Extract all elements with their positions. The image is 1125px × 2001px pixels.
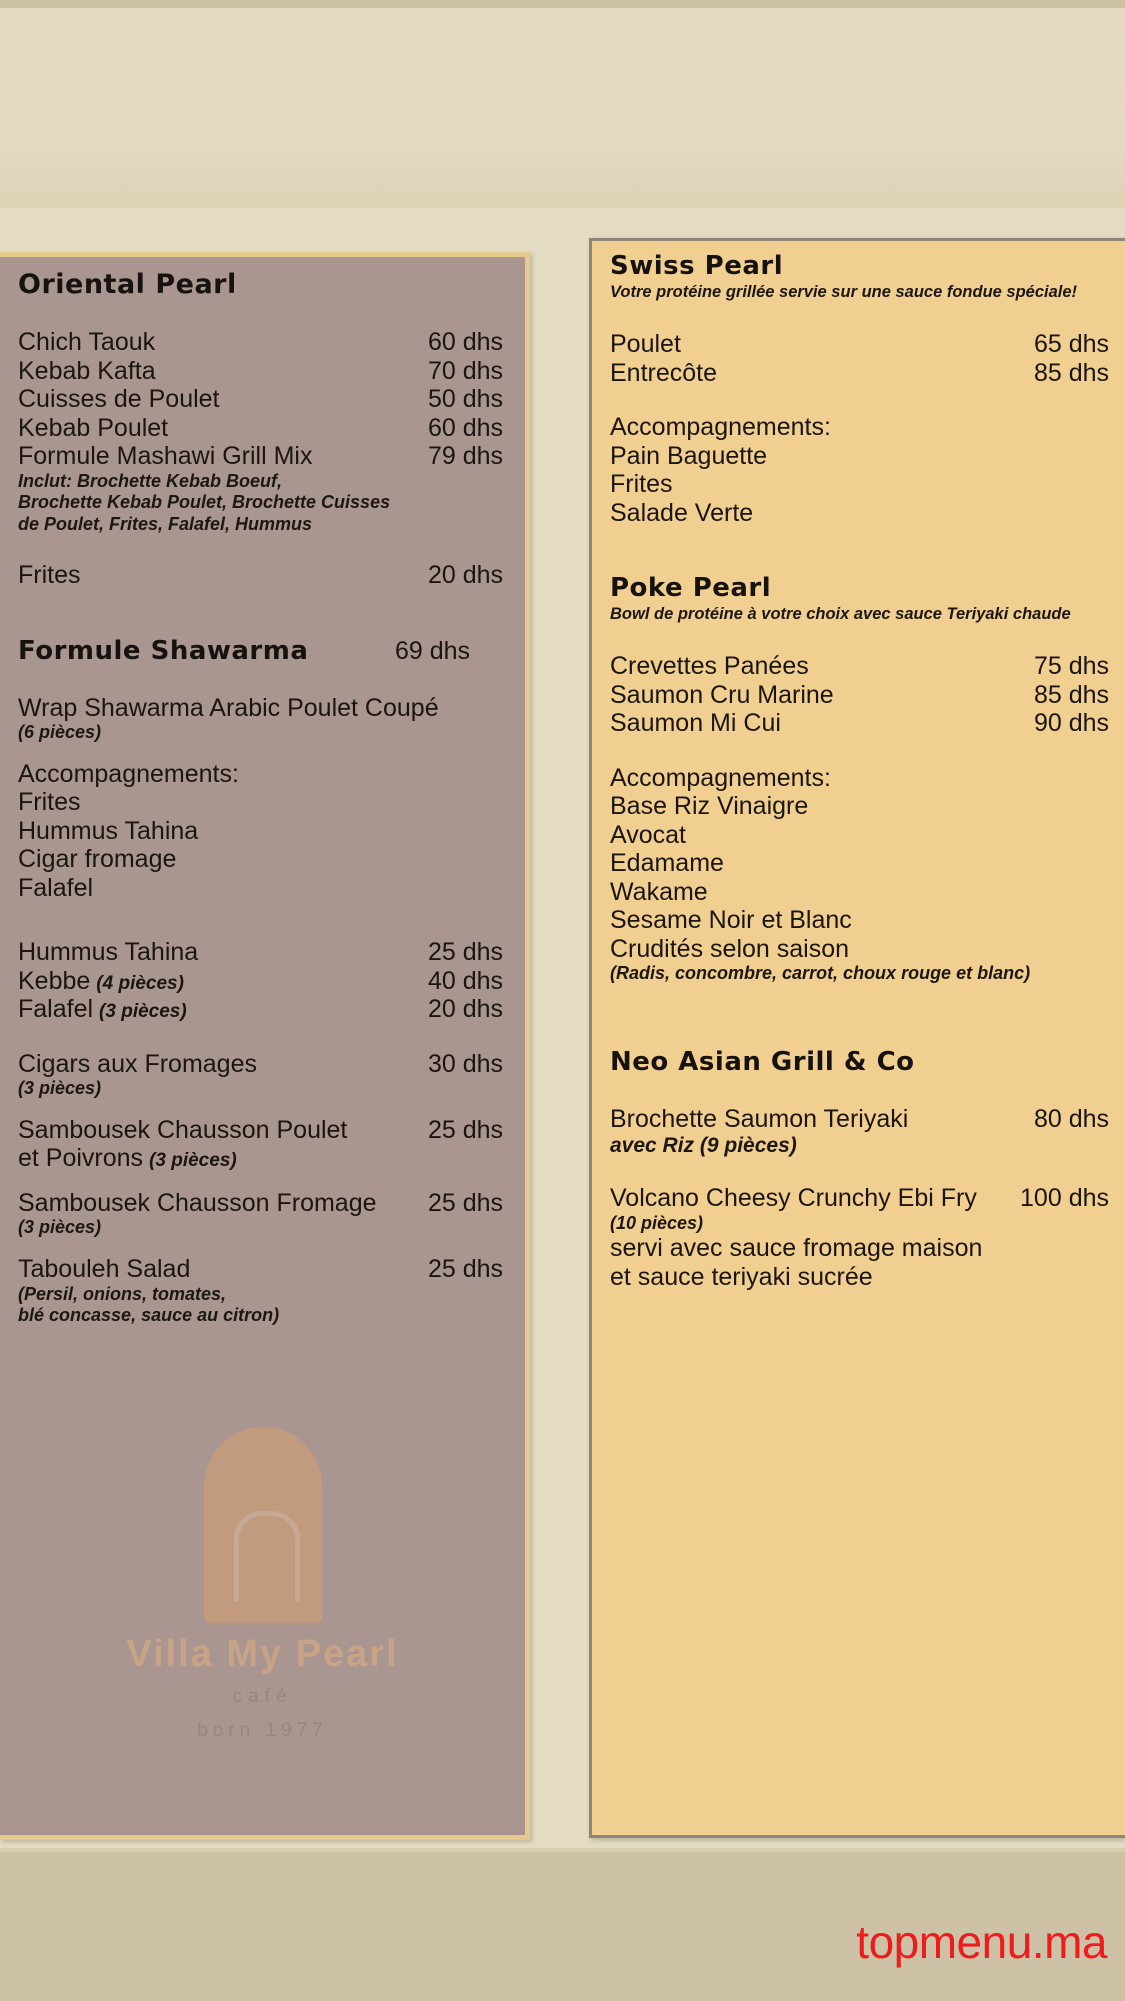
- menu-item-row: [610, 330, 1109, 359]
- menu-item-name: Entrecôte: [610, 358, 718, 387]
- section-header-formule-shawarma: [18, 636, 503, 668]
- brand-watermark-cafe: café: [232, 1686, 293, 1707]
- menu-item-price: 25 dhs: [427, 938, 503, 967]
- menu-item-note: avec Riz (9 pièces): [610, 1134, 797, 1158]
- menu-item-price: 20 dhs: [427, 561, 503, 590]
- menu-item-price: 25 dhs: [427, 1188, 503, 1217]
- menu-item-name: Crevettes Panées: [610, 652, 809, 680]
- menu-item-description: servi avec sauce fromage maison: [610, 1234, 983, 1263]
- menu-item-price: 70 dhs: [427, 356, 503, 385]
- accompaniment-item: Salade Verte: [610, 498, 754, 527]
- menu-item-row: [18, 561, 503, 590]
- accompaniment-item: Cigar fromage: [18, 845, 177, 874]
- accompaniment-item: Base Riz Vinaigre: [610, 792, 809, 820]
- menu-item-row: [18, 414, 503, 443]
- menu-item-row: [610, 652, 1109, 681]
- menu-item-name: Kebab Poulet: [18, 413, 169, 442]
- accompaniment-item: Hummus Tahina: [18, 816, 199, 845]
- menu-item-note: Brochette Kebab Poulet, Brochette Cuisses: [18, 492, 391, 513]
- menu-item-name-line2: et Poivrons (3 pièces): [18, 1144, 237, 1173]
- menu-panel-left: [0, 252, 530, 1840]
- menu-item-note: de Poulet, Frites, Falafel, Hummus: [18, 513, 313, 534]
- menu-item-row: [610, 1184, 1109, 1213]
- menu-item-name: Sambousek Chausson Fromage: [18, 1188, 377, 1217]
- brand-watermark: [0, 1427, 525, 1742]
- menu-item-name: Hummus Tahina: [18, 938, 199, 967]
- section-title-oriental-pearl: Oriental Pearl: [18, 269, 237, 300]
- accompaniments-label: Accompagnements:: [610, 413, 831, 441]
- menu-item-price: 65 dhs: [1033, 330, 1109, 358]
- menu-item-name: Falafel (3 pièces): [18, 995, 187, 1024]
- page-top-band: [0, 8, 1125, 208]
- brand-watermark-born: born 1977: [197, 1720, 328, 1741]
- accompaniments-label: Accompagnements:: [18, 759, 239, 788]
- left-panel-content: [18, 269, 503, 1327]
- menu-item-price: 25 dhs: [427, 1115, 503, 1144]
- accompaniment-item: Falafel: [18, 873, 94, 902]
- menu-item-row: [18, 328, 503, 357]
- menu-item-description: et sauce teriyaki sucrée: [610, 1262, 873, 1291]
- accompaniment-item: Edamame: [610, 849, 724, 877]
- page-bottom-divider: [0, 1848, 1125, 1852]
- menu-item-row: [18, 442, 503, 471]
- menu-item-name: Frites: [18, 561, 81, 590]
- menu-item-price: 25 dhs: [427, 1255, 503, 1284]
- menu-item-quantity: (3 pièces): [149, 1150, 237, 1172]
- menu-item-row: [18, 938, 503, 967]
- page-top-strip: [0, 0, 1125, 8]
- menu-item-price: 60 dhs: [427, 328, 503, 356]
- section-subtitle-swiss-pearl: Votre protéine grillée servie sur une sauce fondue spéciale!: [610, 283, 1078, 301]
- menu-item-name: Poulet: [610, 330, 681, 358]
- menu-panel-right: [589, 238, 1125, 1838]
- menu-item-name: Kebbe (4 pièces): [18, 966, 184, 995]
- accompaniments-note: (Radis, concombre, carrot, choux rouge et blanc): [610, 963, 1031, 983]
- menu-item-price: 85 dhs: [1033, 680, 1109, 709]
- menu-item-price: 30 dhs: [427, 1049, 503, 1078]
- menu-item-row: [18, 357, 503, 386]
- section-description-note: (6 pièces): [18, 722, 102, 743]
- menu-item-price: 60 dhs: [427, 413, 503, 442]
- menu-item-name: Volcano Cheesy Crunchy Ebi Fry: [610, 1184, 977, 1213]
- menu-item-row: [18, 1255, 503, 1284]
- menu-item-quantity: (3 pièces): [99, 1001, 187, 1023]
- menu-item-name: Cuisses de Poulet: [18, 385, 220, 413]
- section-title-formule-shawarma: Formule Shawarma: [18, 635, 309, 666]
- accompaniment-item: Avocat: [610, 820, 686, 849]
- menu-item-row: [610, 1105, 1109, 1134]
- accompaniment-item: Crudités selon saison: [610, 934, 850, 963]
- menu-item-name: Brochette Saumon Teriyaki: [610, 1104, 909, 1133]
- menu-item-price: 20 dhs: [427, 995, 503, 1024]
- menu-item-price: 40 dhs: [427, 966, 503, 995]
- menu-item-row: [18, 1116, 503, 1145]
- menu-item-name: Chich Taouk: [18, 328, 156, 356]
- menu-item-price: 50 dhs: [427, 385, 503, 413]
- menu-item-name: Sambousek Chausson Poulet: [18, 1115, 348, 1144]
- menu-item-price: 80 dhs: [1033, 1104, 1109, 1133]
- menu-item-row: [610, 709, 1109, 738]
- menu-item-name: Saumon Mi Cui: [610, 709, 781, 737]
- menu-item-row: [18, 1189, 503, 1218]
- menu-item-row: [18, 995, 503, 1024]
- menu-item-price: 90 dhs: [1033, 709, 1109, 737]
- accompaniment-item: Frites: [18, 788, 81, 817]
- menu-item-row: [18, 1050, 503, 1079]
- right-panel-content: [610, 251, 1109, 1291]
- menu-item-note: Inclut: Brochette Kebab Boeuf,: [18, 470, 283, 491]
- section-title-poke-pearl: Poke Pearl: [610, 573, 772, 603]
- menu-item-row: [610, 359, 1109, 388]
- menu-item-name: Kebab Kafta: [18, 356, 156, 385]
- menu-item-name: Formule Mashawi Grill Mix: [18, 442, 313, 470]
- menu-item-price: 85 dhs: [1033, 358, 1109, 387]
- menu-item-name: Tabouleh Salad: [18, 1255, 191, 1284]
- brand-watermark-name: Villa My Pearl: [126, 1633, 399, 1675]
- menu-item-note: (Persil, onions, tomates,: [18, 1283, 227, 1304]
- section-title-neo-asian-grill: Neo Asian Grill & Co: [610, 1046, 915, 1077]
- menu-item-quantity: (4 pièces): [96, 972, 184, 994]
- site-watermark: topmenu.ma: [856, 1916, 1107, 1968]
- accompaniment-item: Pain Baguette: [610, 441, 768, 470]
- menu-item-note: (3 pièces): [18, 1217, 102, 1238]
- accompaniment-item: Wakame: [610, 877, 708, 906]
- section-title-swiss-pearl: Swiss Pearl: [610, 251, 784, 281]
- section-price: 69 dhs: [395, 636, 471, 665]
- accompaniments-label: Accompagnements:: [610, 763, 831, 792]
- menu-item-price: 100 dhs: [1020, 1184, 1109, 1213]
- menu-item-price: 79 dhs: [427, 442, 503, 470]
- menu-item-price: 75 dhs: [1033, 652, 1109, 680]
- menu-item-row: [18, 385, 503, 414]
- menu-item-note: (3 pièces): [18, 1078, 102, 1099]
- accompaniment-item: Frites: [610, 470, 673, 498]
- menu-item-note: (10 pièces): [610, 1212, 704, 1233]
- menu-item-row-continuation: [18, 1144, 503, 1173]
- menu-item-row: [610, 681, 1109, 710]
- menu-item-row: [18, 967, 503, 996]
- menu-item-name: Cigars aux Fromages: [18, 1049, 257, 1078]
- menu-item-name: Saumon Cru Marine: [610, 680, 834, 709]
- menu-item-note: blé concasse, sauce au citron): [18, 1305, 280, 1326]
- section-subtitle-poke-pearl: Bowl de protéine à votre choix avec sauce Teriyaki chaude: [610, 605, 1071, 623]
- accompaniment-item: Sesame Noir et Blanc: [610, 906, 852, 934]
- brand-logo-icon: [204, 1427, 322, 1623]
- section-description: Wrap Shawarma Arabic Poulet Coupé: [18, 693, 439, 722]
